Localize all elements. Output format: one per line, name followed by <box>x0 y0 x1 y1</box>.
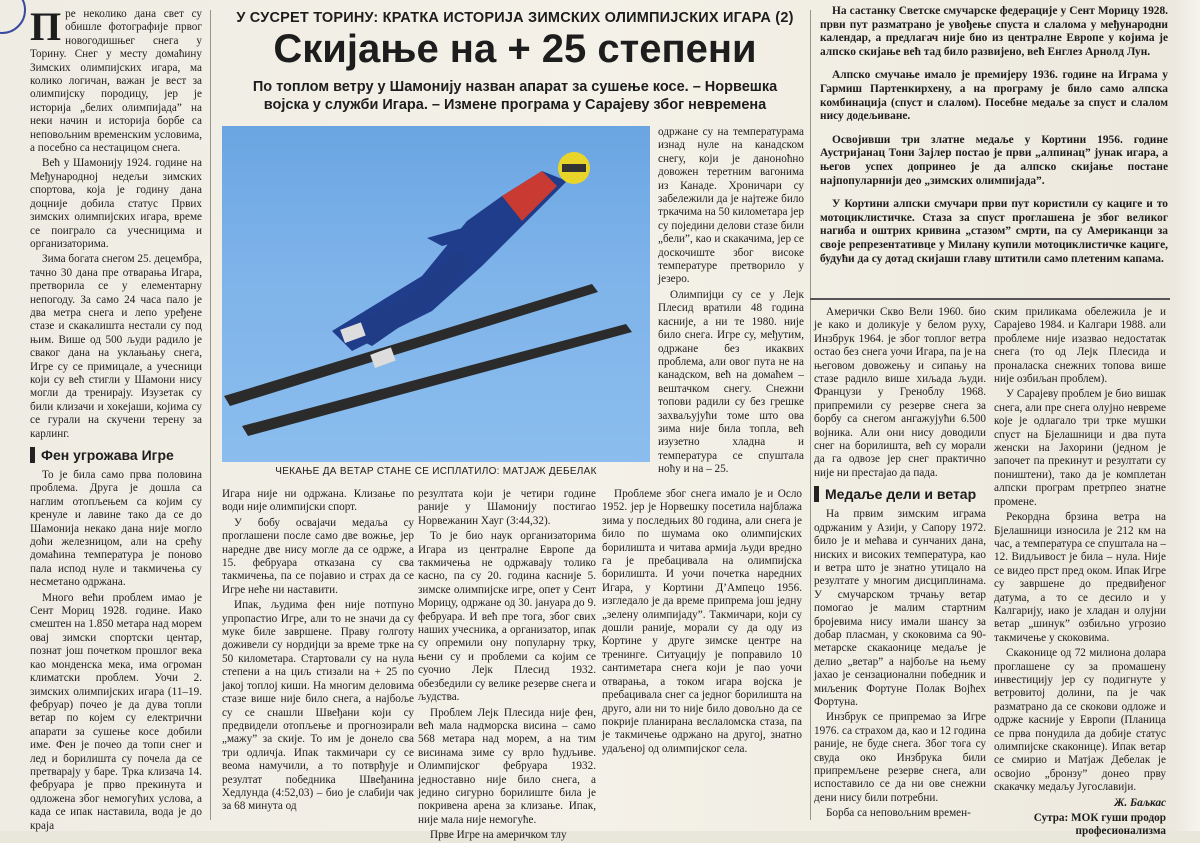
ski-jumper-photo <box>222 126 650 462</box>
column-divider <box>210 10 211 820</box>
box-paragraph: Алпско смучање имало је премијеру 1936. године на Играма у Гармиш Партенкирхену, а на програму је било само алпска комбинација (спуст и слалом). Посебне медаље за спуст и слалом нису додељиване. <box>820 69 1168 123</box>
ski-jumper-illustration <box>222 126 650 462</box>
article-paragraph: У бобу освајачи медаља су проглашени после само две вожње, јер наредне две нису могле да се одрже, а 15. фебруара отказана су сва такмичења, па се појавио и страх да се Игре неће ни наставити. <box>222 516 414 596</box>
column-6 <box>994 306 1166 838</box>
article-paragraph: То је био наук организаторима Игара из централне Европе да такмичења не одржавају толико касно, па су 20. година касније 5. зимске олимпијске игре, опет у Сент Морицу, одржане од 30. јануара до 9. фебруара. И већ пре тога, због свих наших учесника, а организатор, ипак су опремили ону популарну трку, њени су и проблеми са којим се суочио Лејк Плесид 1932. обезбедили су велике резерве снега и људства. <box>418 530 596 704</box>
article-paragraph: Скаконице од 72 милиона долара проглашене су за промашену инвестицију јер су подигнуте у ветровитој долини, па је чак разматрано да се скокови одложе и одрже касније у Европи (Планица се прва понудила да добије статус олимпијске скаконице). Ипак ветар се смирио и Матјаж Дебелак је освојио „бронзу” донео прву скакачку медаљу Југославији. <box>994 647 1166 794</box>
column-1 <box>30 4 202 832</box>
box-paragraph: Освојивши три златне медаље у Кортини 1956. године Аустријанац Тони Зајлер постао је први „алпинац” јунак игара, а његов успех допринео је да алпско скијање постане најпопуларнији део „зимских олимпијада”. <box>820 133 1168 187</box>
author-signature: Ж. Баљкас <box>1114 796 1166 809</box>
article-paragraph: На првим зимским играма одржаним у Азији, у Сапору 1972. било је и мећава и сунчаних дана, ниских и високих температура, као и ветра што је знатно утицало на резултате у многим дисциплинама. У смучарском трчању ветар помогао је малим стартним бројевима нису имали шансу за добар пласман, у скоковима са 90-метарске скакаонице медаље је делио „ветар” а најбоље на њему јахао је сензационални победник и миљеник Фортуне Полак Војћех Фортуна. <box>814 508 986 708</box>
headline: Скијање на + 25 степени <box>273 27 757 71</box>
sidebar-box <box>820 5 1168 276</box>
article-paragraph: ским приликама обележила је и Сарајево 1984. и Калгари 1988. али проблеме није изазвао недостатак снега (то од Лејк Плесида и проналаска снежних топова више није озбиљан проблем). <box>994 306 1166 386</box>
article-paragraph: Већ у Шамонију 1924. године на Међународној недељи зимских спортова, која је годину дана доцније добила статус Првих зимских олимпијских игара, време се поиграло са учесницима и организаторима. <box>30 157 202 250</box>
article-paragraph: То је била само прва половина проблема. Друга је дошла са наглим отопљењем са којим су кренуле и лавине тако да се до Шамонија некако дана није могло доћи железницом, али на срећу домаћина температура је поново пала испод нуле и такмичења су несметано одржана. <box>30 469 202 589</box>
photo-caption: ЧЕКАЊЕ ДА ВЕТАР СТАНЕ СЕ ИСПЛАТИЛО: МАТЈАЖ ДЕБЕЛАК <box>275 466 597 477</box>
article-paragraph: Проблеме због снега имало је и Осло 1952. јер је Норвешку посетила најблажа зима у последњих 80 година, али снега је било по шумама око олимпијских борилишта и читава армија људи вредно га је пребацивала на олимпијска борилишта. И уочи почетка наредних Игара, у Кортини Д’Ампецо 1956. изгледало је да време припрема још једну „зелену олимпијаду”. Такмичари, који су дошли раније, морали су да оду из Кортине у друге зимске центре на тренинге. Ситуацију је поправило 10 сантиметара снега који је пао уочи отварања, а током игара војска је пребацивала снег са једног борилишта на друго, али ни то није било довољно да се покрије планирана веслаломска стаза, па је такмичење одржано на другој, знатно удаљеној од олимпијског села. <box>602 488 802 755</box>
article-paragraph: Ипак, људима фен није потпуно упропастио Игре, али то не значи да су муке биле завршене. Праву голготу доживели су нордијци за време трке на 50 километара. Стартовали су на нула степени а на циљ стизали на + 25 по јакој топлој киши. На многим деловима стазе више није било снега, а најбоље су се снашли Швеђани који су предвидели отопљење и прогнозирали „мажу” за скије. То им је донело сва три одличја. Ипак такмичари су се веома намучили, а то потврђује и резултат победника Швеђанина Хедлунда (4:52,03) – био је слабији чак за 68 минута од <box>222 599 414 813</box>
article-paragraph: Олимпијци су се у Лејк Плесид вратили 48 година касније, а ни те 1980. није било снега. Игре су, међутим, одржане без икаквих проблема, али овог пута не на канадском, већ на домаћем – вештачком снегу. Снежни топови радили су без грешке захваљујући томе што ова зима није била топла, већ изузетно хладна и температура се спуштала ноћу и на – 25. <box>658 288 804 476</box>
box-paragraph: У Кортини алпски смучари први пут користили су кациге и то мотоциклистичке. Стаза за спуст проглашена је због великог нагиба и оштрих кривина „стазом” смрти, па су Американци за своје репрезентативце у Милану купили мотоциклистичке кациге, будући да су дотад скијаши главу штитили само плетеним капама. <box>820 198 1168 265</box>
column-2 <box>222 488 414 828</box>
subheading-fen: Фен угрожава Игре <box>30 447 202 463</box>
article-paragraph: Рекордна брзина ветра на Бјелашници износила је 212 км на час, а температура се спуштала на –12. Видљивост је била – нула. Није се видео прст пред оком. Ипак Игре су завршене до предвиђеног датума, а то се десило и у Калгарију, иако је хладан и олујни ветар „шинук” озбиљно угрозио такмичење у скоковима. <box>994 511 1166 644</box>
article-paragraph: Игара није ни одржана. Клизање по води није олимпијски спорт. <box>222 488 414 514</box>
column-4 <box>658 126 804 486</box>
article-paragraph: Прве Игре на америчком тлу <box>430 829 567 842</box>
article-paragraph: ре неколико дана свет су обишле фотографије првог новогодишњег снега у Торину. Снег у месту домаћину Зимских олимпијских игара, ма колико логичан, важан је вест за олимпијску породицу, јер је историја „белих олимпијада” на неки начин и историја борбе са неповољним временским условима, а посебно са нестацицом снега. <box>30 8 202 155</box>
column-3 <box>418 488 596 842</box>
column-4-continued <box>602 488 802 828</box>
article-paragraph: одржане су на температурама изнад нуле на канадском снегу, који је данонoћно довожен теретним вагонима из Канаде. Хроничари су забележили да је најтеже било тркачима на 50 километара јер су поједини делови стазе били „бели”, као и скакачима, јер се доскочиште због високе температуре претворило у језеро. <box>658 126 804 286</box>
subheading-medalje: Медаље дели и ветар <box>814 486 986 502</box>
box-rule <box>810 298 1170 300</box>
deck <box>220 78 810 114</box>
column-divider <box>810 10 811 820</box>
column-5 <box>814 306 986 828</box>
article-paragraph: Проблем Лејк Плесида није фен, већ мала надморска висина – само 568 метара над морем, а на тим висинама зиме су врло ћудљиве. Олимпијског фебруара 1932. једноставно није било снега, а једино сигурно борилиште била је покривена арена за клизање. Ипак, није мала није немогуће. <box>418 706 596 826</box>
next-episode: Сутра: МОК гуши продор професионализма <box>1033 812 1166 838</box>
deck-line: војска у служби Игара. – Измене програма у Сарајеву због невремена <box>263 97 767 113</box>
article-paragraph: Много већи проблем имао је Сент Мориц 1928. године. Иако смештен на 1.850 метара над морем овај зимски спортски центар, познат још почетком прошлог века као монденска мека, има огроман климатски проблем. Уочи 2. зимских олимпијских игара (11–19. фебруар) почео је да дува топли ветар по којем су електрични апарати за сушење косе добили име. Фен је почео да топи снег и лед и борилишта су почела да се претварају у баре. Трка клизача 14. фебруара је прво прекинута и одложена због немогућих услова, а када се ипак наставила, вода је до краја <box>30 591 202 832</box>
article-paragraph: Амерички Скво Вели 1960. био је како и доликује у белом руху, Инзбрук 1964. је због топлог ветра остао без снега уочи Игара, па је на његовом довожењу и сипању на стазе радило више хиљада људи. Французи у Греноблу 1968. припремили су резерве снега за борбу са снегом ангажујући 6.500 војника. Али они нису доводили снег на борилишта, већ су морали да га одвозе јер снег практично није ни престајао да пада. <box>814 306 986 479</box>
page-edge <box>1176 0 1200 831</box>
article-paragraph: Зима богата снегом 25. децембра, тачно 30 дана пре отварања Игара, претворила се у елементарну непогоду. За само 24 часа пало је два метра снега и лепо уређене стазе и скакалишта нестали су под њим. Више од 500 људи радило је сваког дана на уклањању снега, Игре су се примицале, а учесници који су већ стигли у Шамони нису могли да тренирају. Изузетак су били клизачи и хокејаши, којима су се гурали на скучени терену за карлинг. <box>30 253 202 440</box>
deck-line: По топлом ветру у Шамонију назван апарат за сушење косе. – Норвешка <box>252 79 778 95</box>
article-paragraph: Борба са неповољним времен- <box>826 807 971 820</box>
kicker: У СУСРЕТ ТОРИНУ: КРАТКА ИСТОРИЈА ЗИМСКИХ ОЛИМПИЈСКИХ ИГАРА (2) <box>236 10 794 26</box>
article-paragraph: резултата који је четири године раније у Шамонију постигао Норвежанин Хауг (3:44,32). <box>418 488 596 527</box>
page-number-circle <box>0 0 26 34</box>
box-paragraph: На састанку Светске смучарске федерације у Сент Морицу 1928. први пут разматрано је увођење спуста и слалома у међународни календар, а предлагач није био из централне Европе у којима је алпско скијање већ тад било развијено, већ Енглез Арнолд Лун. <box>820 5 1168 58</box>
dropcap: П <box>30 4 62 49</box>
article-paragraph: Инзбрук се припремао за Игре 1976. са страхом да, као и 12 година раније, не буде снега. Због тога су свуда око Инзбрука били припремљене резерве снега, али испоставило се да ни ове снежни дени нису били потребни. <box>814 711 986 804</box>
article-paragraph: У Сарајеву проблем је био вишак снега, али пре снега олујно невреме које је одлагало три трке мушки спуст на Бјелашници и два пута женски на Јахорини (једном је започет па прекинут и резултати су поништени), тако да је комплетан алпски програм претрпео знатне промене. <box>994 388 1166 508</box>
